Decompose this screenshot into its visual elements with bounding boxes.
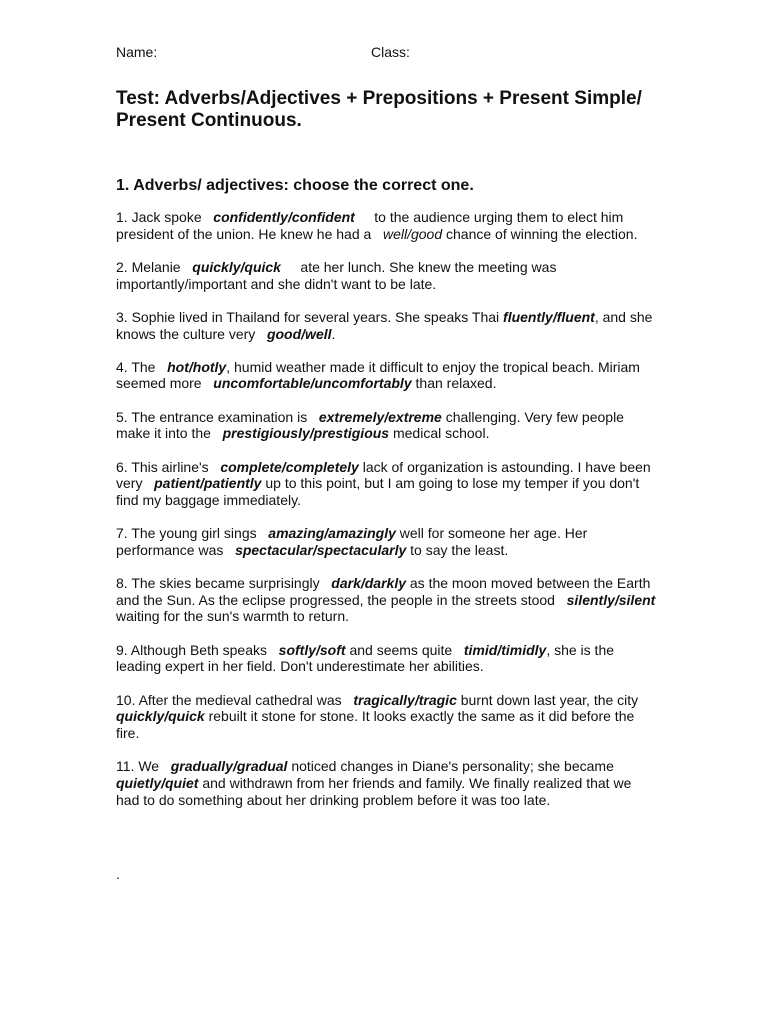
question-text: , humid weather made it difficult to enjoy the tropical beach. Miriam seemed more: [116, 358, 644, 392]
answer-choice: spectacular/spectacularly: [235, 541, 407, 558]
question-text: ate her lunch. She knew the meeting was importantly/important and she didn't want to be late.: [116, 258, 561, 292]
question-text: than relaxed.: [411, 375, 497, 392]
class-label: Class:: [371, 44, 410, 60]
question-text: up to this point, but I am going to lose my temper if you don't find my baggage immediately.: [116, 475, 644, 508]
question-text: and seems quite: [345, 641, 464, 658]
trailing-dot: .: [116, 866, 120, 882]
question-text: and withdrawn from her friends and family. We finally realized that we had to do something about her drinking problem before it was too late.: [116, 774, 636, 808]
question-text: , and she knows the culture very: [116, 308, 657, 342]
question-text: 11. We: [116, 758, 171, 775]
answer-choice: amazing/amazingly: [268, 525, 396, 542]
answer-choice: confidently/confident: [213, 209, 355, 225]
answer-choice: dark/darkly: [331, 575, 406, 592]
question-text: medical school.: [389, 425, 490, 442]
page-title: Test: Adverbs/Adjectives + Prepositions + Present Simple/ Present Continuous.: [116, 88, 642, 131]
question-item: [116, 209, 656, 242]
question-item: [116, 359, 656, 392]
question-text: as the moon moved between the Earth and the Sun. As the eclipse progressed, the people in the streets stood: [116, 575, 655, 608]
question-item: [116, 758, 656, 808]
answer-choice: quickly/quick: [116, 708, 205, 725]
question-text: , she is the leading expert in her field. Don't underestimate her abilities.: [116, 641, 618, 675]
answer-choice: fluently/fluent: [503, 308, 595, 325]
answer-choice: silently/silent: [566, 591, 656, 608]
question-text: 1. Jack spoke: [116, 209, 214, 225]
question-item: [116, 525, 656, 558]
question-text: 6. This airline's: [116, 458, 221, 475]
answer-choice: patient/patiently: [154, 475, 262, 492]
question-text: noticed changes in Diane's personality; she became: [287, 758, 626, 775]
question-text: 4. The: [116, 358, 168, 375]
question-text: 5. The entrance examination is: [116, 408, 319, 425]
question-item: [116, 692, 656, 742]
name-label: Name:: [116, 44, 158, 60]
answer-choice: tragically/tragic: [353, 691, 457, 708]
question-text: 10. After the medieval cathedral was: [116, 691, 354, 708]
answer-choice: timid/timidly: [463, 641, 547, 658]
answer-choice: well/good: [382, 225, 443, 242]
question-text: rebuilt it stone for stone. It looks exactly the same as it did before the fire.: [116, 708, 639, 741]
question-item: [116, 309, 656, 342]
question-text: burnt down last year, the city: [456, 691, 650, 708]
answer-choice: complete/completely: [220, 458, 359, 475]
question-text: waiting for the sun's warmth to return.: [116, 591, 660, 625]
answer-choice: hot/hotly: [167, 358, 227, 375]
answer-choice: softly/soft: [278, 641, 346, 658]
question-text: 3. Sophie lived in Thailand for several years. She speaks Thai: [116, 308, 504, 325]
answer-choice: prestigiously/prestigious: [222, 425, 390, 442]
question-text: .: [331, 325, 336, 342]
question-text: lack of organization is astounding. I have been very: [116, 458, 655, 492]
question-text: to say the least.: [406, 541, 509, 558]
question-list: [116, 209, 660, 825]
question-item: [116, 459, 656, 509]
answer-choice: gradually/gradual: [170, 758, 288, 775]
question-text: well for someone her age. Her performance was: [116, 525, 592, 558]
question-text: chance of winning the election.: [442, 225, 638, 242]
question-text: to the audience urging them to elect him president of the union. He knew he had a: [116, 209, 628, 242]
answer-choice: uncomfortable/uncomfortably: [213, 375, 412, 392]
question-text: 2. Melanie: [116, 258, 193, 275]
question-text: 9. Although Beth speaks: [116, 641, 279, 658]
question-text: challenging. Very few people make it into the: [116, 408, 628, 442]
section-heading: 1. Adverbs/ adjectives: choose the correct one.: [116, 177, 474, 194]
answer-choice: quickly/quick: [192, 258, 281, 275]
answer-choice: quietly/quiet: [116, 774, 199, 791]
question-text: 8. The skies became surprisingly: [116, 575, 332, 592]
question-text: 7. The young girl sings: [116, 525, 269, 542]
answer-choice: extremely/extreme: [318, 408, 442, 425]
answer-choice: good/well: [266, 325, 332, 342]
question-item: [116, 409, 656, 442]
question-item: [116, 642, 656, 675]
question-item: [116, 259, 656, 292]
question-item: [116, 575, 660, 625]
